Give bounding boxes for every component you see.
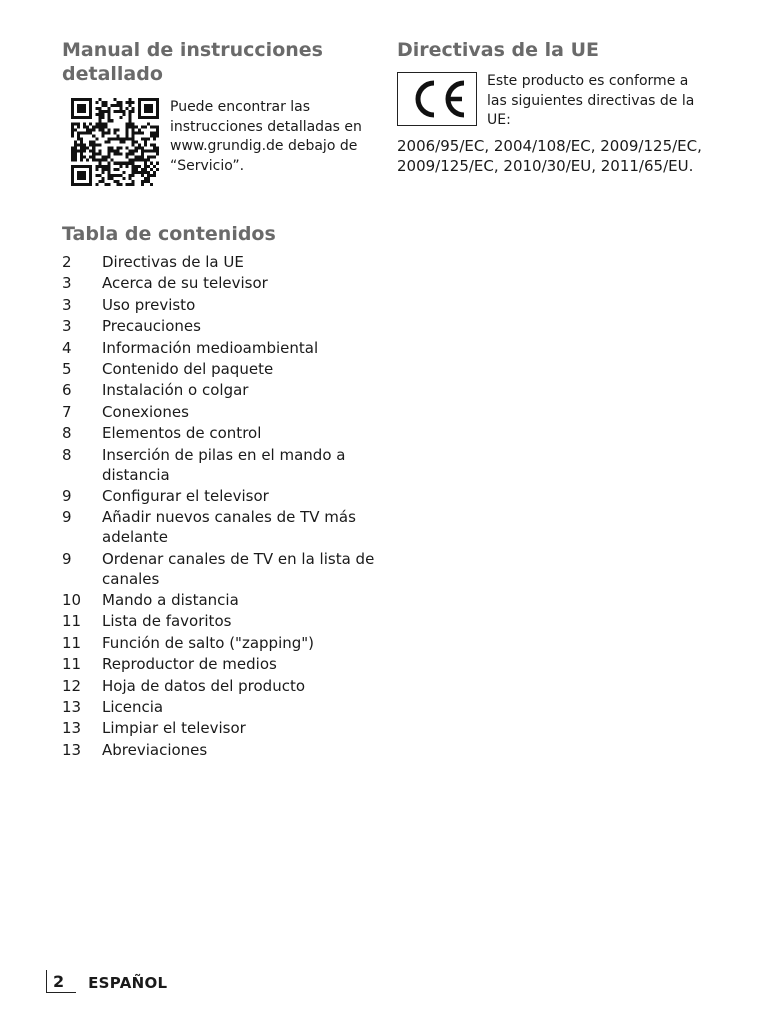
toc-page-number: 3 bbox=[62, 274, 72, 293]
toc-item-label: Información medioambiental bbox=[102, 338, 319, 357]
toc-page-number: 8 bbox=[62, 445, 72, 464]
toc-item bbox=[62, 295, 382, 315]
toc-item-label: Directivas de la UE bbox=[102, 253, 244, 271]
toc-item bbox=[62, 486, 382, 506]
toc-item bbox=[62, 252, 382, 272]
toc-page-number: 9 bbox=[62, 549, 72, 568]
toc-page-number: 12 bbox=[62, 676, 82, 695]
toc-list bbox=[62, 252, 382, 760]
toc-page-number: 13 bbox=[62, 740, 82, 759]
toc-item bbox=[62, 590, 382, 610]
toc-page-number: 5 bbox=[62, 359, 72, 378]
toc-item-label: Acerca de su televisor bbox=[102, 274, 268, 293]
toc-item bbox=[62, 549, 382, 589]
manual-title: Manual de instrucciones detallado bbox=[62, 39, 323, 85]
toc-item-label: Elementos de control bbox=[102, 424, 262, 443]
toc-page-number: 13 bbox=[62, 719, 82, 738]
toc-item-label: Abreviaciones bbox=[102, 740, 208, 759]
toc-item bbox=[62, 633, 382, 653]
language-label: ESPAÑOL bbox=[88, 974, 168, 992]
toc-item-label: Limpiar el televisor bbox=[102, 719, 246, 738]
toc-item-label: Precauciones bbox=[102, 317, 201, 336]
toc-item bbox=[62, 676, 382, 696]
manual-text: Puede encontrar las instrucciones detalladas en www.grundig.de debajo de “Servicio”. bbox=[170, 99, 362, 174]
toc-item bbox=[62, 697, 382, 717]
toc-item bbox=[62, 611, 382, 631]
toc-page-number: 7 bbox=[62, 402, 72, 421]
toc-item bbox=[62, 423, 382, 443]
toc-page-number: 9 bbox=[62, 508, 72, 527]
toc-page-number: 10 bbox=[62, 591, 82, 610]
toc-item bbox=[62, 654, 382, 674]
toc-page-number: 4 bbox=[62, 338, 72, 357]
toc-item-label: Conexiones bbox=[102, 402, 189, 421]
directives-list: 2006/95/EC, 2004/108/EC, 2009/125/EC, 2009/125/EC, 2010/30/EU, 2011/65/EU. bbox=[397, 136, 702, 175]
toc-page-number: 6 bbox=[62, 381, 72, 400]
toc-item bbox=[62, 338, 382, 358]
toc-page-number: 3 bbox=[62, 317, 72, 336]
toc-page-number: 2 bbox=[62, 253, 72, 271]
toc-page-number: 11 bbox=[62, 612, 82, 631]
toc-section bbox=[62, 222, 382, 761]
toc-item-label: Ordenar canales de TV en la lista de canales bbox=[102, 549, 375, 588]
toc-item-label: Uso previsto bbox=[102, 295, 196, 314]
toc-item bbox=[62, 359, 382, 379]
toc-item-label: Instalación o colgar bbox=[102, 381, 249, 400]
toc-item-label: Añadir nuevos canales de TV más adelante bbox=[102, 508, 356, 547]
toc-item-label: Inserción de pilas en el mando a distancia bbox=[102, 445, 346, 484]
toc-item bbox=[62, 445, 382, 485]
toc-page-number: 3 bbox=[62, 295, 72, 314]
directives-title: Directivas de la UE bbox=[397, 39, 599, 61]
toc-page-number: 11 bbox=[62, 633, 82, 652]
toc-item bbox=[62, 316, 382, 336]
ce-row bbox=[397, 72, 717, 131]
toc-page-number: 11 bbox=[62, 655, 82, 674]
ce-mark-icon bbox=[397, 72, 477, 126]
toc-page-number: 8 bbox=[62, 424, 72, 443]
directives-section bbox=[397, 38, 717, 176]
toc-item bbox=[62, 507, 382, 547]
toc-page-number: 9 bbox=[62, 486, 72, 505]
page-footer bbox=[46, 970, 167, 993]
manual-info bbox=[62, 98, 372, 186]
toc-item-label: Contenido del paquete bbox=[102, 359, 274, 378]
toc-item-label: Lista de favoritos bbox=[102, 612, 232, 631]
toc-item-label: Licencia bbox=[102, 698, 164, 717]
toc-item-label: Hoja de datos del producto bbox=[102, 676, 306, 695]
toc-title: Tabla de contenidos bbox=[62, 223, 276, 245]
toc-item bbox=[62, 718, 382, 738]
toc-item-label: Función de salto ("zapping") bbox=[102, 633, 315, 652]
toc-item bbox=[62, 380, 382, 400]
toc-item bbox=[62, 740, 382, 760]
toc-item-label: Mando a distancia bbox=[102, 591, 239, 610]
qr-code-icon bbox=[71, 98, 159, 186]
toc-item-label: Reproductor de medios bbox=[102, 655, 277, 674]
directives-intro: Este producto es conforme a las siguientes directivas de la UE: bbox=[487, 73, 695, 128]
toc-item bbox=[62, 402, 382, 422]
page-number: 2 bbox=[46, 970, 76, 993]
toc-item bbox=[62, 273, 382, 293]
toc-page-number: 13 bbox=[62, 698, 82, 717]
toc-item-label: Configurar el televisor bbox=[102, 486, 269, 505]
manual-section bbox=[62, 38, 372, 186]
